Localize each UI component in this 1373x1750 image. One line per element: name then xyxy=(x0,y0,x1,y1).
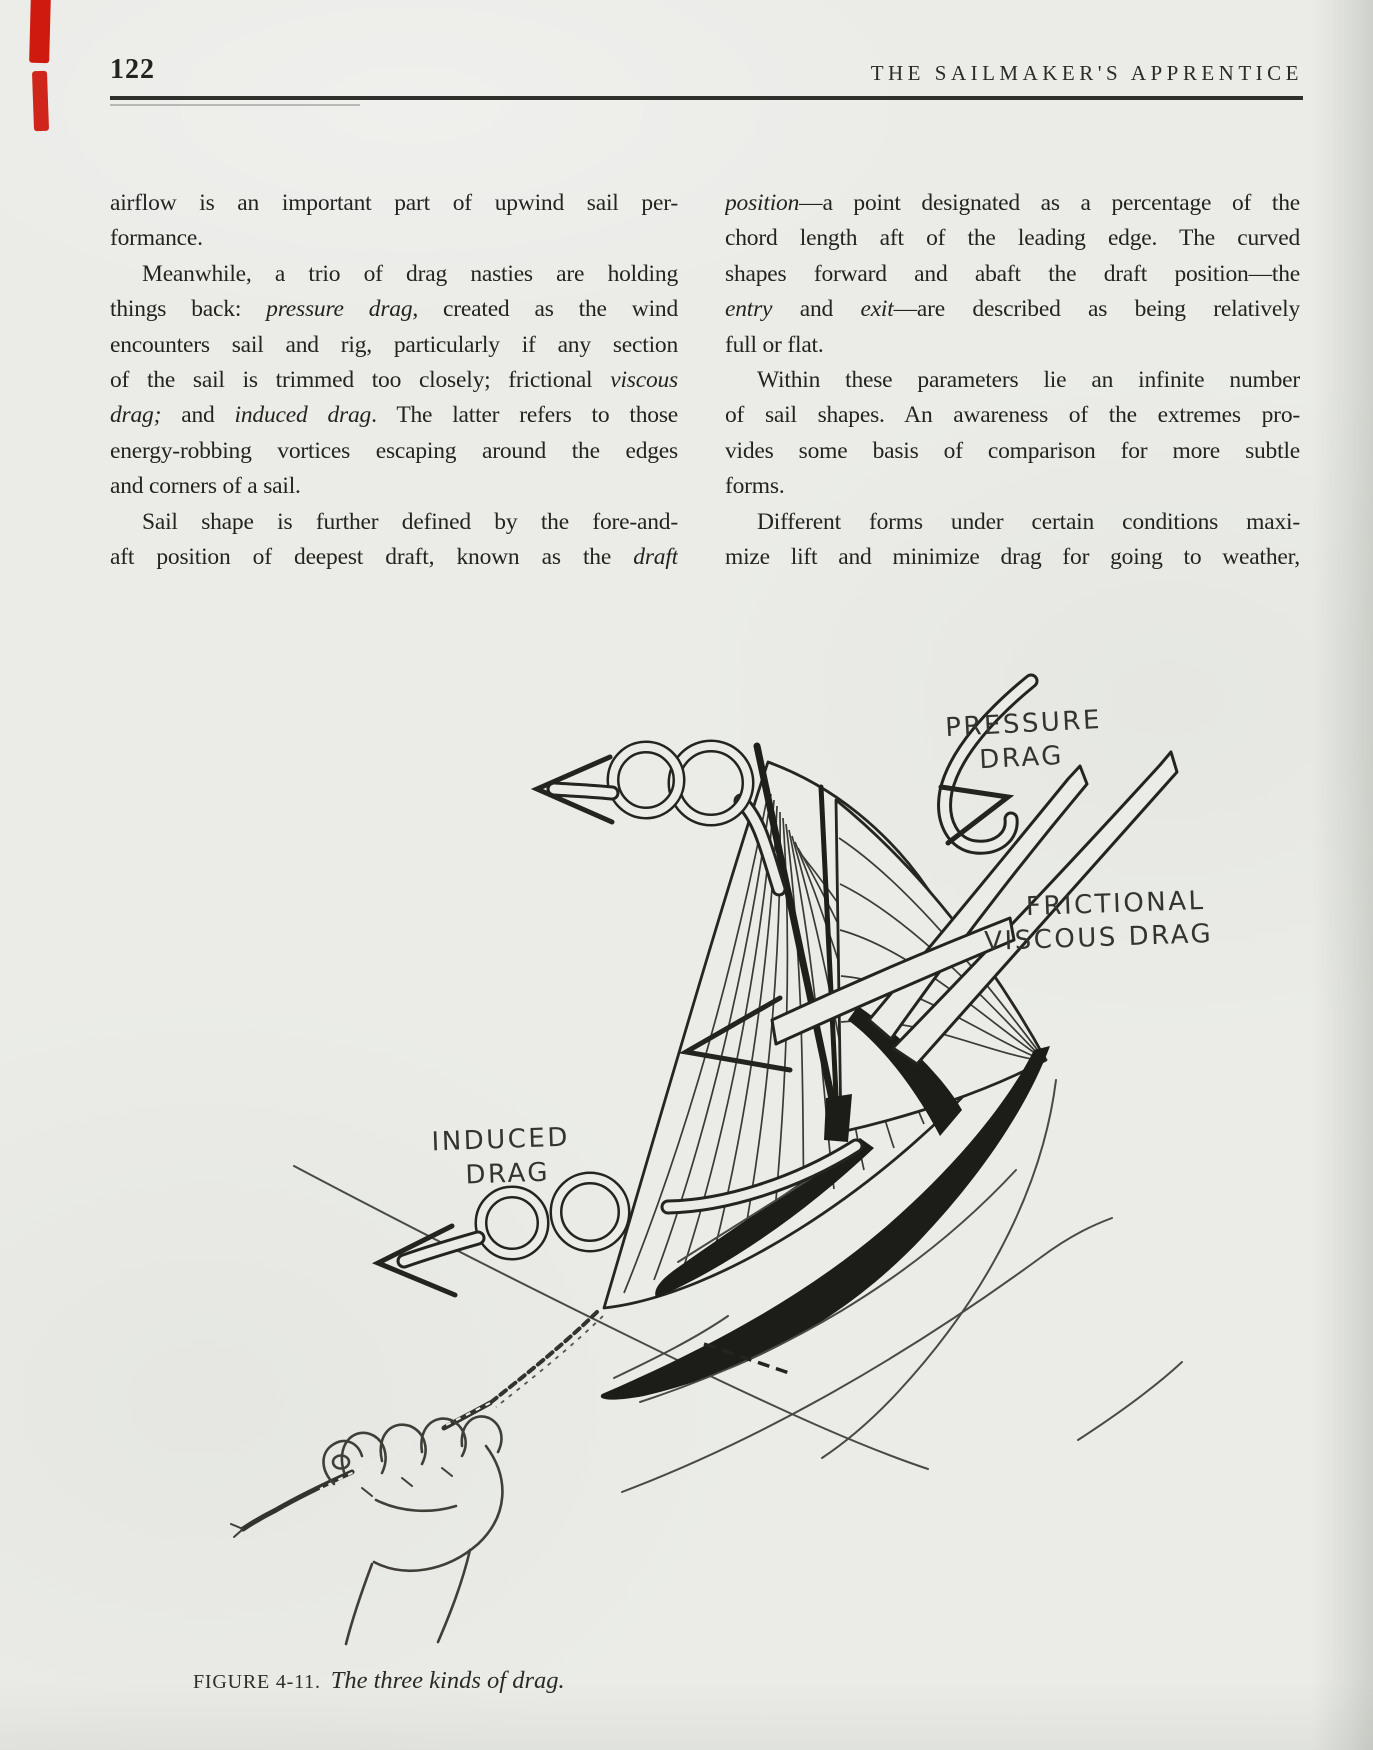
text-line: position—a point designated as a percentage of the xyxy=(725,190,1300,216)
text-line: encounters sail and rig, particularly if any section xyxy=(110,331,678,358)
text-line: of sail shapes. An awareness of the extremes pro- xyxy=(725,402,1300,429)
text-line: energy-robbing vortices escaping around the edges xyxy=(110,437,678,464)
text-line: Within these parameters lie an infinite number xyxy=(757,366,1300,393)
text-line: aft position of deepest draft, known as the draft xyxy=(110,543,678,570)
text-line: mize lift and minimize drag for going to weather, xyxy=(725,543,1300,570)
text-line: Meanwhile, a trio of drag nasties are holding xyxy=(142,260,678,287)
label-induced-drag-line1: INDUCED xyxy=(431,1122,571,1158)
hand-holding-sheet xyxy=(324,1416,503,1644)
label-frictional-drag-line2: VISCOUS DRAG xyxy=(983,919,1214,957)
text-line: vides some basis of comparison for more subtle xyxy=(725,437,1300,464)
text-line: airflow is an important part of upwind sail per- xyxy=(110,190,678,216)
text-line: things back: pressure drag, created as the wind xyxy=(110,296,678,323)
figure-caption-label: FIGURE 4-11. xyxy=(193,1671,321,1693)
running-title: THE SAILMAKER'S APPRENTICE xyxy=(870,61,1303,85)
figure-caption-text: The three kinds of drag. xyxy=(330,1667,565,1694)
mast-foot xyxy=(824,1094,852,1142)
text-line: forms. xyxy=(725,473,785,500)
label-pressure-drag-line2: DRAG xyxy=(978,740,1065,776)
label-induced-drag-line2: DRAG xyxy=(464,1157,551,1191)
text-line: formance. xyxy=(110,225,203,252)
figure-caption xyxy=(193,1667,565,1695)
text-line: drag; and induced drag. The latter refers to those xyxy=(110,402,678,429)
text-line: and corners of a sail. xyxy=(110,473,301,500)
sheet-rope xyxy=(231,1312,792,1537)
chain xyxy=(490,1312,597,1403)
page-number: 122 xyxy=(110,54,155,85)
text-line: chord length aft of the leading edge. The curved xyxy=(725,225,1300,252)
text-line: full or flat. xyxy=(725,331,824,358)
text-line: Different forms under certain conditions maxi- xyxy=(757,508,1300,535)
text-line: entry and exit—are described as being relatively xyxy=(725,296,1300,323)
text-line: of the sail is trimmed too closely; frictional viscous xyxy=(110,366,678,393)
text-line: Sail shape is further defined by the fore-and- xyxy=(142,508,678,535)
label-pressure-drag-line1: PRESSURE xyxy=(944,704,1103,744)
label-frictional-drag-line1: FRICTIONAL xyxy=(1025,885,1206,923)
text-line: shapes forward and abaft the draft position—the xyxy=(725,260,1300,287)
